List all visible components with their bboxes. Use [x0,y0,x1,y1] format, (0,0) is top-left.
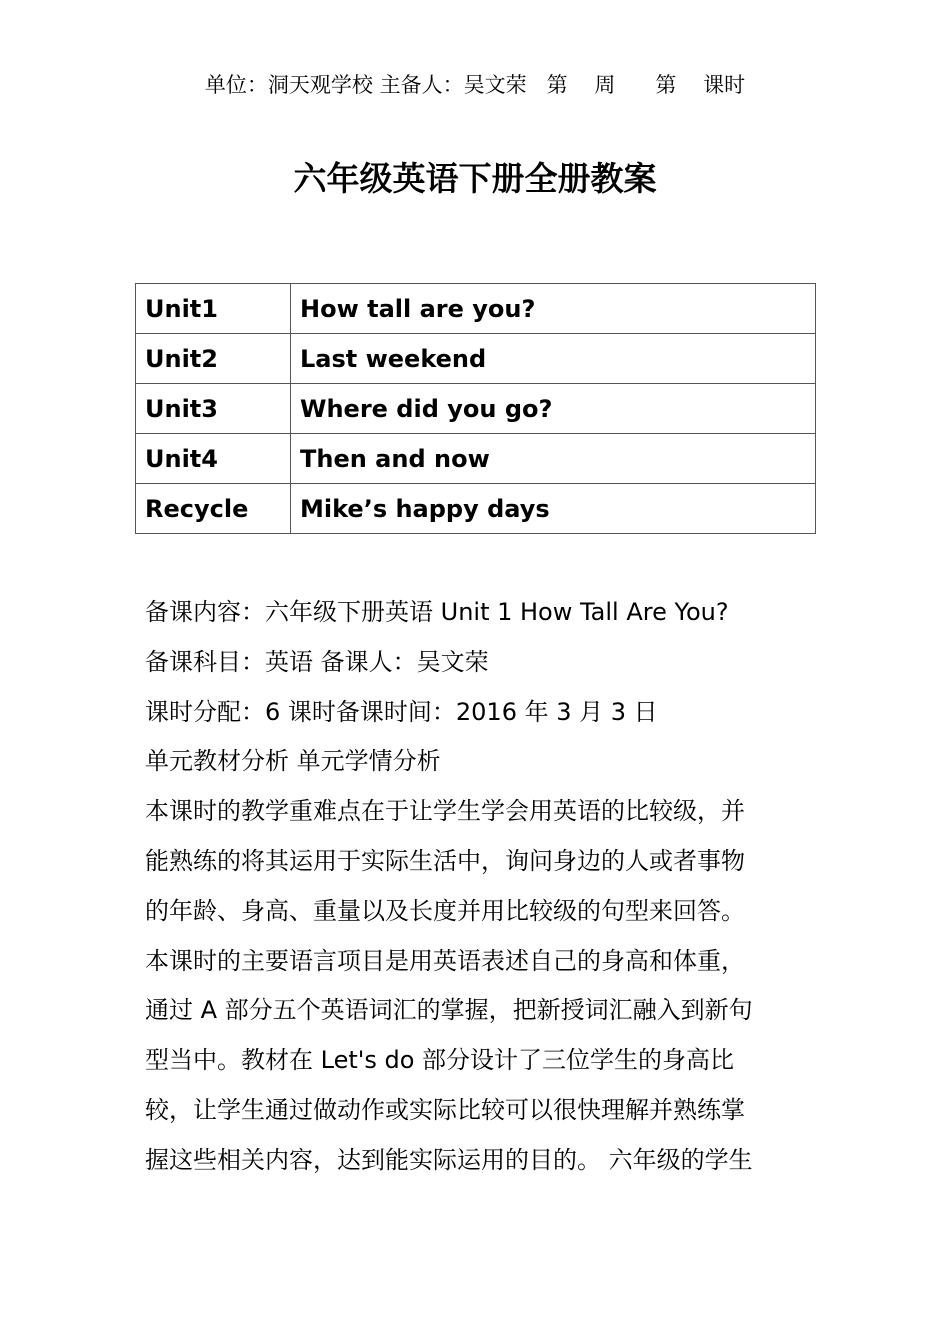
paragraph-line: 本课时的主要语言项目是用英语表述自己的身高和体重， [145,946,745,975]
unit-name-cell: Recycle [136,484,291,534]
table-row [136,284,816,334]
units-table [135,283,816,534]
paragraph-line: 本课时的教学重难点在于让学生学会用英语的比较级，并 [145,797,745,826]
table-row [136,434,816,484]
paragraph-line: 通过 A 部分五个英语词汇的掌握，把新授词汇融入到新句 [145,996,753,1025]
table-row [136,484,816,534]
table-row [136,384,816,434]
lesson-body [145,588,810,1186]
unit-name-cell: Unit2 [136,334,291,384]
unit-title-cell: Where did you go? [291,384,816,434]
document-title: 六年级英语下册全册教案 [293,159,657,198]
unit-title-cell: Last weekend [291,334,816,384]
paragraph-line: 型当中。教材在 Let's do 部分设计了三位学生的身高比 [145,1046,735,1075]
paragraph-line: 握这些相关内容，达到能实际运用的目的。 六年级的学生 [145,1145,753,1174]
analysis-headings-line: 单元教材分析 单元学情分析 [145,747,441,776]
table-row [136,334,816,384]
paragraph-line: 的年龄、身高、重量以及长度并用比较级的句型来回答。 [145,896,745,925]
paragraph-line: 较，让学生通过做动作或实际比较可以很快理解并熟练掌 [145,1095,745,1124]
unit-title-cell: Then and now [291,434,816,484]
unit-name-cell: Unit1 [136,284,291,334]
unit-title-cell: Mike’s happy days [291,484,816,534]
lesson-schedule-line: 课时分配：6 课时备课时间：2016 年 3 月 3 日 [145,697,658,726]
unit-name-cell: Unit3 [136,384,291,434]
lesson-content-line: 备课内容：六年级下册英语 Unit 1 How Tall Are You? [145,598,729,626]
header-info-line: 单位：洞天观学校 主备人：吴文荣 第 周 第 课时 [204,73,746,97]
paragraph-line: 能熟练的将其运用于实际生活中，询问身边的人或者事物 [145,846,745,875]
lesson-subject-teacher-line: 备课科目：英语 备课人：吴文荣 [145,647,489,676]
unit-name-cell: Unit4 [136,434,291,484]
unit-title-cell: How tall are you? [291,284,816,334]
